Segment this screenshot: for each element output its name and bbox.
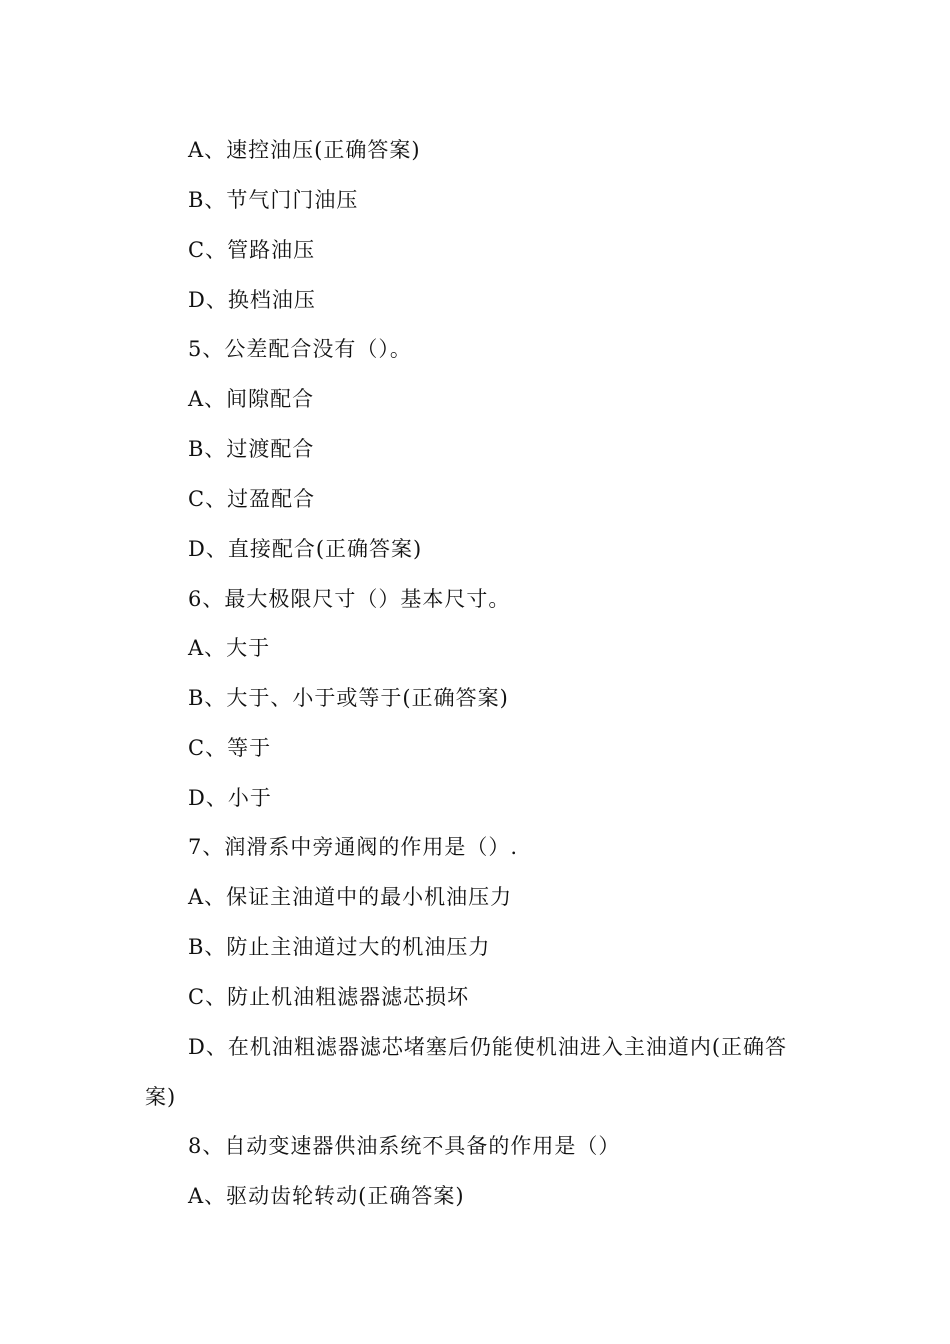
option-line: B、大于、小于或等于(正确答案) — [188, 686, 509, 710]
option-line: B、节气门门油压 — [188, 188, 359, 212]
option-line: C、管路油压 — [188, 238, 316, 262]
option-line: D、小于 — [188, 786, 272, 810]
option-line-continuation: 案) — [145, 1085, 177, 1109]
option-line: B、过渡配合 — [188, 437, 315, 461]
option-line: D、换档油压 — [188, 288, 316, 312]
option-line: C、防止机油粗滤器滤芯损坏 — [188, 985, 470, 1009]
question-line: 6、最大极限尺寸（）基本尺寸。 — [188, 587, 511, 611]
question-line: 7、润滑系中旁通阀的作用是（）. — [188, 835, 519, 859]
option-line: A、驱动齿轮转动(正确答案) — [188, 1184, 465, 1208]
option-line: A、保证主油道中的最小机油压力 — [188, 885, 513, 909]
option-line: A、间隙配合 — [188, 387, 315, 411]
option-line: C、过盈配合 — [188, 487, 316, 511]
option-line: D、在机油粗滤器滤芯堵塞后仍能使机油进入主油道内(正确答 — [188, 1035, 788, 1059]
option-line: C、等于 — [188, 736, 272, 760]
option-line: A、速控油压(正确答案) — [188, 138, 421, 162]
question-line: 8、自动变速器供油系统不具备的作用是（） — [188, 1134, 621, 1158]
question-line: 5、公差配合没有（）。 — [188, 337, 412, 361]
option-line: A、大于 — [188, 636, 271, 660]
option-line: D、直接配合(正确答案) — [188, 537, 423, 561]
option-line: B、防止主油道过大的机油压力 — [188, 935, 491, 959]
